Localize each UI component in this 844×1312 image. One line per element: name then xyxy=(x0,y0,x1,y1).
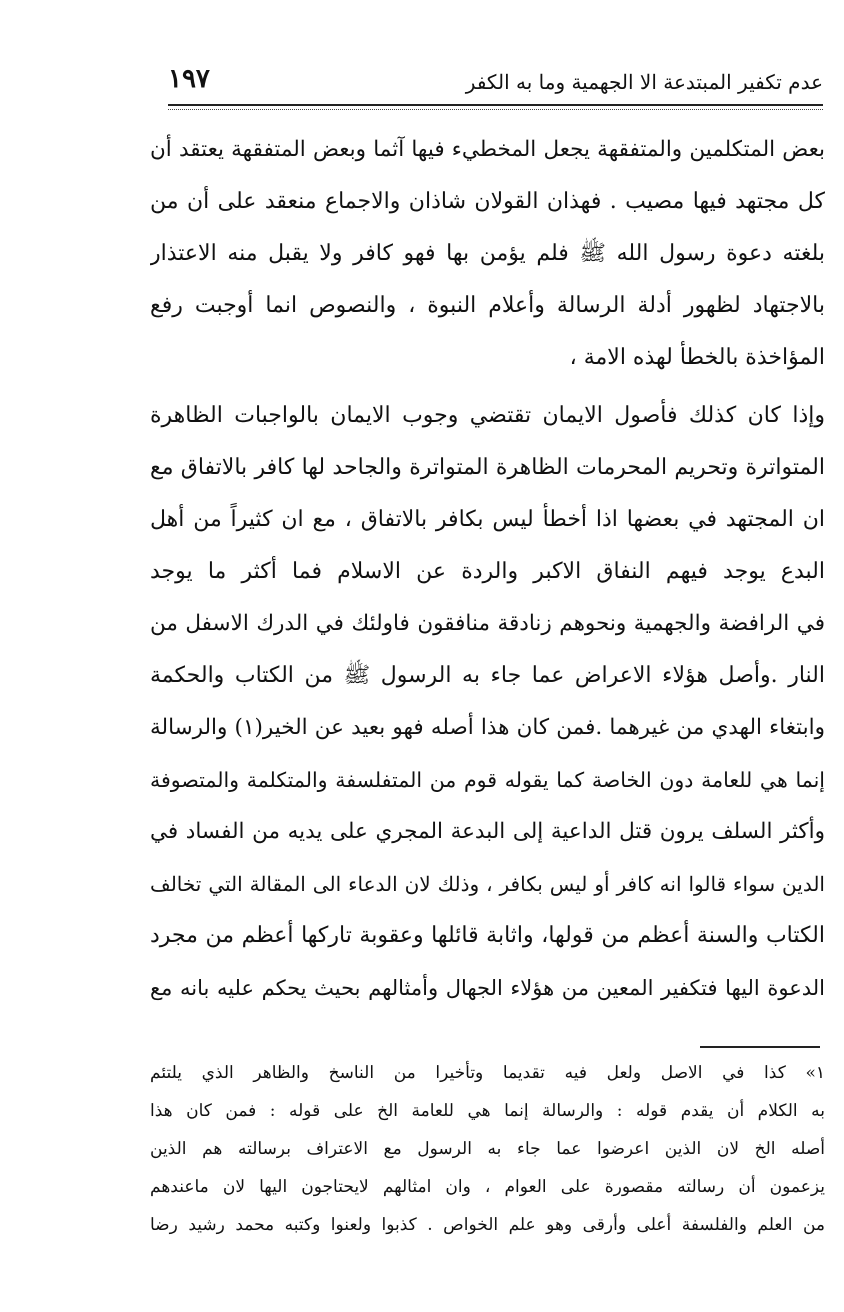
main-text xyxy=(150,124,825,1014)
footnote-line: ١» كذا في الاصل ولعل فيه تقديما وتأخيرا من الناسخ والظاهر الذي يلتئم xyxy=(150,1063,825,1083)
text-line: الكتاب والسنة أعظم من قولها، واثابة قائلها وعقوبة تاركها أعظم من مجرد xyxy=(150,923,825,948)
footnote-line: يزعمون أن رسالته مقصورة على العوام ، وان امثالهم لايحتاجون اليها لان ماعندهم xyxy=(150,1177,825,1197)
text-line: المؤاخذة بالخطأ لهذه الامة ، xyxy=(569,345,825,370)
text-line: النار .وأصل هؤلاء الاعراض عما جاء به الرسول ﷺ من الكتاب والحكمة xyxy=(150,663,825,688)
text-line: بلغته دعوة رسول الله ﷺ فلم يؤمن بها فهو كافر ولا يقبل منه الاعتذار xyxy=(150,241,825,266)
text-line: وابتغاء الهدي من غيرهما .فمن كان هذا أصله فهو بعيد عن الخير(١) والرسالة xyxy=(150,715,825,740)
running-title: عدم تكفير المبتدعة الا الجهمية وما به الكفر xyxy=(465,70,823,94)
footnote-line: أصله الخ لان الذين اعرضوا عما جاء به الرسول مع الاعتراف برسالته هم الذين xyxy=(150,1139,825,1159)
text-line: وإذا كان كذلك فأصول الايمان تقتضي وجوب الايمان بالواجبات الظاهرة xyxy=(150,403,825,428)
footnote-line: من العلم والفلسفة أعلى وأرقى وهو علم الخواص . كذبوا ولعنوا وكتبه محمد رشيد رضا xyxy=(150,1215,825,1235)
footnote-line: به الكلام أن يقدم قوله : والرسالة إنما هي للعامة الخ على قوله : فمن كان هذا xyxy=(150,1101,825,1121)
page-header xyxy=(168,62,823,102)
text-line: وأكثر السلف يرون قتل الداعية إلى البدعة المجري على يديه من الفساد في xyxy=(150,819,825,844)
text-line: البدع يوجد فيهم النفاق الاكبر والردة عن الاسلام فما أكثر ما يوجد xyxy=(150,559,825,584)
text-line: في الرافضة والجهمية ونحوهم زنادقة منافقون فاولئك في الدرك الاسفل من xyxy=(150,611,825,636)
header-rule-dotted xyxy=(168,109,823,110)
text-line: إنما هي للعامة دون الخاصة كما يقوله قوم من المتفلسفة والمتكلمة والمتصوفة xyxy=(150,768,825,792)
text-line: كل مجتهد فيها مصيب . فهذان القولان شاذان والاجماع منعقد على أن من xyxy=(150,189,825,214)
footnote xyxy=(150,1054,825,1244)
text-line: بعض المتكلمين والمتفقهة يجعل المخطيء فيها آثما وبعض المتفقهة يعتقد أن xyxy=(150,137,825,162)
text-line: ان المجتهد في بعضها اذا أخطأ ليس بكافر بالاتفاق ، مع ان كثيراً من أهل xyxy=(150,507,825,532)
text-line: الدعوة اليها فتكفير المعين من هؤلاء الجهال وأمثالهم بحيث يحكم عليه بانه مع xyxy=(150,976,825,1000)
page-number: ١٩٧ xyxy=(168,64,210,94)
text-line: المتواترة وتحريم المحرمات الظاهرة المتواترة والجاحد لها كافر بالاتفاق مع xyxy=(150,455,825,480)
text-line: الدين سواء قالوا انه كافر أو ليس بكافر ، وذلك لان الدعاء الى المقالة التي تخالف xyxy=(150,872,825,896)
header-rule xyxy=(168,104,823,106)
text-line: بالاجتهاد لظهور أدلة الرسالة وأعلام النبوة ، والنصوص انما أوجبت رفع xyxy=(150,293,825,318)
footnote-rule xyxy=(700,1046,820,1048)
